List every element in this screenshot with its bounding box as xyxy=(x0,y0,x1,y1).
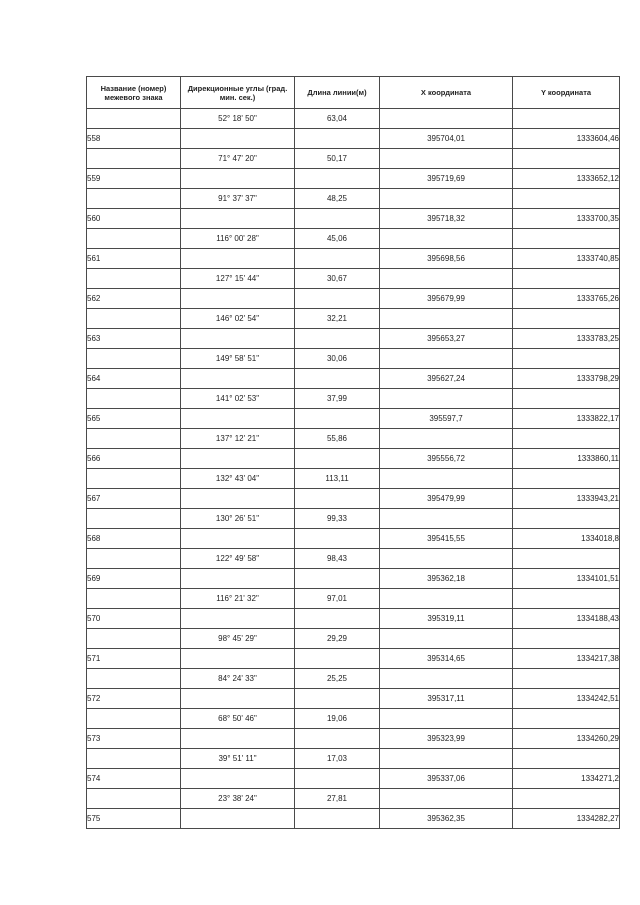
cell-x: 395698,56 xyxy=(380,249,513,269)
cell-length xyxy=(295,689,380,709)
cell-y xyxy=(513,669,620,689)
cell-name: 572 xyxy=(87,689,181,709)
cell-y: 1333798,29 xyxy=(513,369,620,389)
table-row xyxy=(87,409,620,429)
cell-x xyxy=(380,469,513,489)
table-row xyxy=(87,369,620,389)
cell-angle: 23° 38' 24" xyxy=(181,789,295,809)
cell-x xyxy=(380,189,513,209)
table-body xyxy=(87,109,620,829)
cell-y: 1334101,51 xyxy=(513,569,620,589)
cell-y xyxy=(513,589,620,609)
cell-angle xyxy=(181,529,295,549)
cell-name: 563 xyxy=(87,329,181,349)
cell-name xyxy=(87,229,181,249)
cell-name xyxy=(87,509,181,529)
cell-y: 1333740,85 xyxy=(513,249,620,269)
table-row xyxy=(87,489,620,509)
cell-y xyxy=(513,229,620,249)
cell-name xyxy=(87,469,181,489)
cell-x: 395362,18 xyxy=(380,569,513,589)
cell-angle: 71° 47' 20" xyxy=(181,149,295,169)
table-row xyxy=(87,569,620,589)
cell-name xyxy=(87,549,181,569)
cell-x: 395597,7 xyxy=(380,409,513,429)
cell-length: 29,29 xyxy=(295,629,380,649)
cell-length xyxy=(295,769,380,789)
cell-y: 1334242,51 xyxy=(513,689,620,709)
cell-angle xyxy=(181,689,295,709)
cell-name xyxy=(87,429,181,449)
cell-angle: 141° 02' 53" xyxy=(181,389,295,409)
cell-x xyxy=(380,709,513,729)
cell-name xyxy=(87,109,181,129)
cell-y: 1334188,43 xyxy=(513,609,620,629)
cell-y: 1334018,8 xyxy=(513,529,620,549)
cell-length xyxy=(295,609,380,629)
cell-angle: 116° 00' 28" xyxy=(181,229,295,249)
cell-x: 395317,11 xyxy=(380,689,513,709)
table-row xyxy=(87,429,620,449)
cell-length xyxy=(295,409,380,429)
cell-name: 567 xyxy=(87,489,181,509)
cell-y xyxy=(513,469,620,489)
cell-length xyxy=(295,649,380,669)
cell-angle: 91° 37' 37" xyxy=(181,189,295,209)
cell-length xyxy=(295,569,380,589)
cell-x xyxy=(380,269,513,289)
cell-length xyxy=(295,129,380,149)
cell-angle: 68° 50' 46" xyxy=(181,709,295,729)
cell-x xyxy=(380,789,513,809)
cell-angle xyxy=(181,809,295,829)
cell-length: 30,06 xyxy=(295,349,380,369)
cell-length: 55,86 xyxy=(295,429,380,449)
cell-length: 97,01 xyxy=(295,589,380,609)
cell-x xyxy=(380,389,513,409)
cell-x xyxy=(380,749,513,769)
cell-y: 1333860,11 xyxy=(513,449,620,469)
cell-length xyxy=(295,449,380,469)
cell-angle: 52° 18' 50" xyxy=(181,109,295,129)
table-row xyxy=(87,669,620,689)
cell-x: 395718,32 xyxy=(380,209,513,229)
header-name: Название (номер) межевого знака xyxy=(87,77,181,109)
cell-angle xyxy=(181,169,295,189)
cell-name xyxy=(87,669,181,689)
cell-y: 1334260,29 xyxy=(513,729,620,749)
cell-y xyxy=(513,389,620,409)
cell-x: 395362,35 xyxy=(380,809,513,829)
cell-y xyxy=(513,269,620,289)
cell-y xyxy=(513,629,620,649)
cell-length xyxy=(295,289,380,309)
cell-x: 395556,72 xyxy=(380,449,513,469)
cell-length xyxy=(295,169,380,189)
table-row xyxy=(87,349,620,369)
table-row xyxy=(87,729,620,749)
cell-y xyxy=(513,309,620,329)
cell-y xyxy=(513,109,620,129)
cell-name xyxy=(87,149,181,169)
cell-length xyxy=(295,209,380,229)
table-header xyxy=(87,77,620,109)
cell-angle xyxy=(181,329,295,349)
table-row xyxy=(87,309,620,329)
cell-x xyxy=(380,109,513,129)
table-row xyxy=(87,169,620,189)
cell-x: 395679,99 xyxy=(380,289,513,309)
cell-x xyxy=(380,509,513,529)
cell-y: 1334282,27 xyxy=(513,809,620,829)
header-angle: Дирекционные углы (град. мин. сек.) xyxy=(181,77,295,109)
cell-length: 27,81 xyxy=(295,789,380,809)
table-row xyxy=(87,589,620,609)
cell-name: 560 xyxy=(87,209,181,229)
cell-x xyxy=(380,669,513,689)
cell-length: 63,04 xyxy=(295,109,380,129)
cell-x: 395719,69 xyxy=(380,169,513,189)
cell-length: 25,25 xyxy=(295,669,380,689)
cell-y xyxy=(513,429,620,449)
cell-y: 1333652,12 xyxy=(513,169,620,189)
cell-x: 395415,55 xyxy=(380,529,513,549)
table-row xyxy=(87,449,620,469)
cell-angle xyxy=(181,369,295,389)
cell-name xyxy=(87,349,181,369)
cell-angle xyxy=(181,209,295,229)
cell-x: 395337,06 xyxy=(380,769,513,789)
cell-length xyxy=(295,729,380,749)
cell-y: 1333700,35 xyxy=(513,209,620,229)
cell-x: 395704,01 xyxy=(380,129,513,149)
cell-y: 1333783,25 xyxy=(513,329,620,349)
cell-length xyxy=(295,369,380,389)
cell-name: 558 xyxy=(87,129,181,149)
cell-y xyxy=(513,749,620,769)
table-row xyxy=(87,469,620,489)
cell-length xyxy=(295,529,380,549)
cell-x xyxy=(380,149,513,169)
cell-name: 573 xyxy=(87,729,181,749)
table-row xyxy=(87,789,620,809)
cell-angle xyxy=(181,409,295,429)
table-row xyxy=(87,129,620,149)
table-row xyxy=(87,549,620,569)
header-row xyxy=(87,77,620,109)
cell-y xyxy=(513,349,620,369)
table-row xyxy=(87,289,620,309)
cell-angle xyxy=(181,769,295,789)
header-x: X координата xyxy=(380,77,513,109)
table-row xyxy=(87,189,620,209)
table-row xyxy=(87,389,620,409)
table-row xyxy=(87,529,620,549)
table-row xyxy=(87,269,620,289)
cell-angle: 146° 02' 54" xyxy=(181,309,295,329)
header-length: Длина линии(м) xyxy=(295,77,380,109)
cell-name xyxy=(87,629,181,649)
cell-angle xyxy=(181,449,295,469)
cell-x: 395627,24 xyxy=(380,369,513,389)
cell-y xyxy=(513,189,620,209)
cell-name: 565 xyxy=(87,409,181,429)
cell-angle: 116° 21' 32" xyxy=(181,589,295,609)
cell-length: 98,43 xyxy=(295,549,380,569)
cell-y: 1333822,17 xyxy=(513,409,620,429)
cell-angle: 122° 49' 58" xyxy=(181,549,295,569)
cell-name: 566 xyxy=(87,449,181,469)
cell-name: 562 xyxy=(87,289,181,309)
cell-name: 570 xyxy=(87,609,181,629)
cell-angle xyxy=(181,569,295,589)
cell-y xyxy=(513,709,620,729)
table-row xyxy=(87,109,620,129)
table-row xyxy=(87,649,620,669)
cell-name xyxy=(87,589,181,609)
cell-length xyxy=(295,489,380,509)
cell-name xyxy=(87,389,181,409)
boundary-coordinates-table xyxy=(86,76,620,829)
cell-y xyxy=(513,789,620,809)
cell-x xyxy=(380,309,513,329)
cell-name: 574 xyxy=(87,769,181,789)
cell-y xyxy=(513,149,620,169)
cell-name: 559 xyxy=(87,169,181,189)
cell-angle: 149° 58' 51" xyxy=(181,349,295,369)
cell-angle: 39° 51' 11" xyxy=(181,749,295,769)
table-row xyxy=(87,509,620,529)
table-row xyxy=(87,229,620,249)
table-row xyxy=(87,709,620,729)
cell-length: 50,17 xyxy=(295,149,380,169)
cell-y xyxy=(513,509,620,529)
cell-length: 113,11 xyxy=(295,469,380,489)
cell-length: 48,25 xyxy=(295,189,380,209)
table-row xyxy=(87,209,620,229)
cell-name xyxy=(87,749,181,769)
cell-name: 568 xyxy=(87,529,181,549)
cell-y: 1333604,46 xyxy=(513,129,620,149)
cell-x: 395323,99 xyxy=(380,729,513,749)
table-row xyxy=(87,689,620,709)
cell-angle xyxy=(181,649,295,669)
cell-name: 564 xyxy=(87,369,181,389)
cell-angle: 127° 15' 44" xyxy=(181,269,295,289)
cell-name: 561 xyxy=(87,249,181,269)
cell-name xyxy=(87,789,181,809)
header-y: Y координата xyxy=(513,77,620,109)
cell-angle xyxy=(181,289,295,309)
table-row xyxy=(87,609,620,629)
cell-name xyxy=(87,709,181,729)
cell-length: 32,21 xyxy=(295,309,380,329)
cell-x xyxy=(380,349,513,369)
cell-name xyxy=(87,309,181,329)
table-row xyxy=(87,249,620,269)
cell-x: 395319,11 xyxy=(380,609,513,629)
cell-angle: 137° 12' 21" xyxy=(181,429,295,449)
cell-y: 1333943,21 xyxy=(513,489,620,509)
cell-y: 1334217,38 xyxy=(513,649,620,669)
table-row xyxy=(87,749,620,769)
cell-x xyxy=(380,429,513,449)
table-row xyxy=(87,769,620,789)
cell-length xyxy=(295,329,380,349)
cell-length xyxy=(295,249,380,269)
cell-x xyxy=(380,589,513,609)
table-row xyxy=(87,629,620,649)
cell-angle: 130° 26' 51" xyxy=(181,509,295,529)
cell-length: 99,33 xyxy=(295,509,380,529)
cell-length: 45,06 xyxy=(295,229,380,249)
cell-length: 30,67 xyxy=(295,269,380,289)
cell-name xyxy=(87,189,181,209)
cell-length: 17,03 xyxy=(295,749,380,769)
cell-x: 395479,99 xyxy=(380,489,513,509)
cell-x xyxy=(380,549,513,569)
cell-name xyxy=(87,269,181,289)
cell-angle xyxy=(181,489,295,509)
cell-y xyxy=(513,549,620,569)
cell-angle xyxy=(181,729,295,749)
cell-name: 569 xyxy=(87,569,181,589)
cell-length: 19,06 xyxy=(295,709,380,729)
table-row xyxy=(87,329,620,349)
cell-x xyxy=(380,229,513,249)
cell-name: 571 xyxy=(87,649,181,669)
cell-angle xyxy=(181,129,295,149)
cell-x: 395653,27 xyxy=(380,329,513,349)
cell-name: 575 xyxy=(87,809,181,829)
table-row xyxy=(87,809,620,829)
cell-y: 1333765,26 xyxy=(513,289,620,309)
cell-x xyxy=(380,629,513,649)
cell-angle xyxy=(181,609,295,629)
cell-length: 37,99 xyxy=(295,389,380,409)
cell-angle: 98° 45' 29" xyxy=(181,629,295,649)
table-row xyxy=(87,149,620,169)
cell-x: 395314,65 xyxy=(380,649,513,669)
cell-angle: 84° 24' 33" xyxy=(181,669,295,689)
cell-y: 1334271,2 xyxy=(513,769,620,789)
cell-angle xyxy=(181,249,295,269)
cell-angle: 132° 43' 04" xyxy=(181,469,295,489)
cell-length xyxy=(295,809,380,829)
